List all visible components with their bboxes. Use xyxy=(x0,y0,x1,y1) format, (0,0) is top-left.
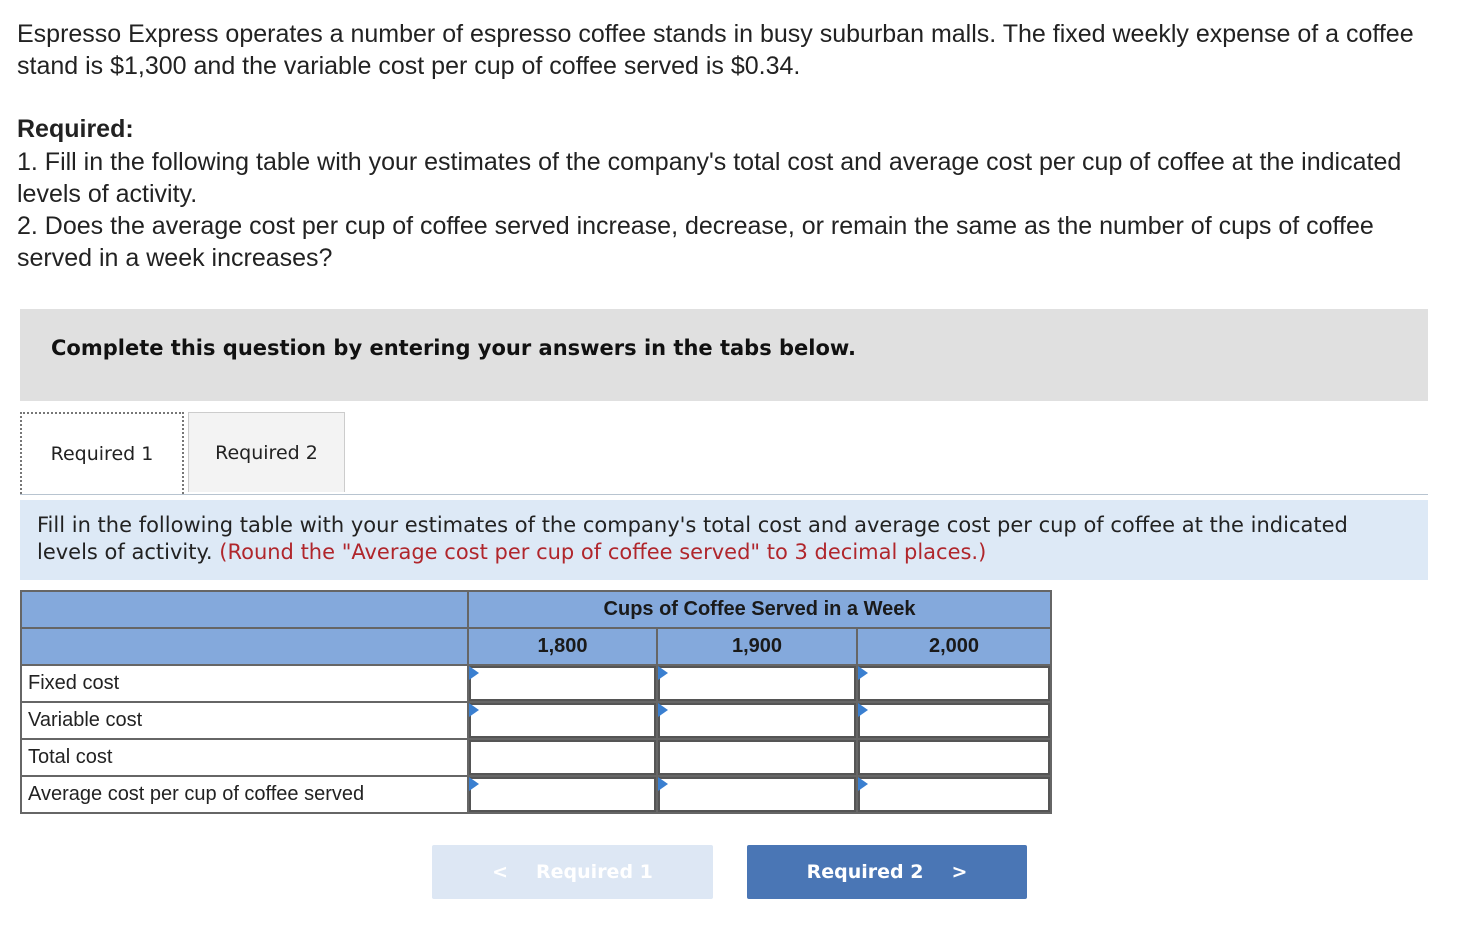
fixed-cost-1800-input[interactable] xyxy=(469,666,656,701)
column-header-1900: 1,900 xyxy=(657,628,857,665)
column-group-header: Cups of Coffee Served in a Week xyxy=(468,591,1051,628)
table-row-variable-cost xyxy=(21,702,1051,739)
average-cost-1900-input[interactable] xyxy=(658,777,856,812)
tab-bar xyxy=(20,412,1428,495)
table-row-average-cost xyxy=(21,776,1051,813)
required-item-1: 1. Fill in the following table with your estimates of the company's total cost and average cost per cup of coffee at the indicated levels of activity. xyxy=(17,148,1402,208)
fixed-cost-2000-input[interactable] xyxy=(858,666,1050,701)
variable-cost-1800-input[interactable] xyxy=(469,703,656,738)
header-blank xyxy=(21,591,468,628)
subheader-blank xyxy=(21,628,468,665)
table-header-row xyxy=(21,591,1051,628)
instruction-text: Fill in the following table with your estimates of the company's total cost and average cost per cup of coffee at the indicated levels of activity. xyxy=(37,513,1348,564)
required-item-2: 2. Does the average cost per cup of coffee served increase, decrease, or remain the same as the number of cups of coffee served in a week increases? xyxy=(17,212,1374,272)
problem-intro: Espresso Express operates a number of espresso coffee stands in busy suburban malls. The fixed weekly expense of a coffee stand is $1,300 and the variable cost per cup of coffee served is $0.34. xyxy=(17,20,1414,80)
total-cost-1800-input[interactable] xyxy=(469,740,656,775)
tab-required-1[interactable]: Required 1 xyxy=(20,412,184,494)
fixed-cost-1900-input[interactable] xyxy=(658,666,856,701)
required-heading: Required: xyxy=(17,115,134,143)
table-row-fixed-cost xyxy=(21,665,1051,702)
variable-cost-2000-input[interactable] xyxy=(858,703,1050,738)
chevron-left-icon: < xyxy=(492,861,509,883)
table-row-total-cost xyxy=(21,739,1051,776)
total-cost-2000-input[interactable] xyxy=(858,740,1050,775)
next-required-2-button[interactable] xyxy=(747,845,1027,899)
column-header-2000: 2,000 xyxy=(857,628,1051,665)
input-marker-icon xyxy=(469,666,479,680)
variable-cost-1900-input[interactable] xyxy=(658,703,856,738)
input-marker-icon xyxy=(858,666,868,680)
input-marker-icon xyxy=(858,703,868,717)
row-label: Fixed cost xyxy=(21,665,468,702)
input-marker-icon xyxy=(658,703,668,717)
average-cost-1800-input[interactable] xyxy=(469,777,656,812)
input-marker-icon xyxy=(469,777,479,791)
input-marker-icon xyxy=(658,777,668,791)
column-header-1800: 1,800 xyxy=(468,628,657,665)
tab-required-2[interactable]: Required 2 xyxy=(188,412,345,492)
row-label: Total cost xyxy=(21,739,468,776)
next-button-label: Required 2 xyxy=(806,861,924,883)
total-cost-1900-input[interactable] xyxy=(658,740,856,775)
average-cost-2000-input[interactable] xyxy=(858,777,1050,812)
row-label: Variable cost xyxy=(21,702,468,739)
cost-table xyxy=(20,590,1052,814)
banner-text: Complete this question by entering your answers in the tabs below. xyxy=(51,336,856,360)
prev-required-1-button[interactable] xyxy=(432,845,713,899)
tab-instruction xyxy=(20,500,1428,580)
table-subheader-row xyxy=(21,628,1051,665)
input-marker-icon xyxy=(469,703,479,717)
chevron-right-icon: > xyxy=(951,861,968,883)
prev-button-label: Required 1 xyxy=(536,861,653,883)
required-list xyxy=(17,146,1417,274)
rounding-note: (Round the "Average cost per cup of coffee served" to 3 decimal places.) xyxy=(219,540,987,564)
instruction-banner xyxy=(20,309,1428,401)
input-marker-icon xyxy=(658,666,668,680)
input-marker-icon xyxy=(858,777,868,791)
row-label: Average cost per cup of coffee served xyxy=(21,776,468,813)
